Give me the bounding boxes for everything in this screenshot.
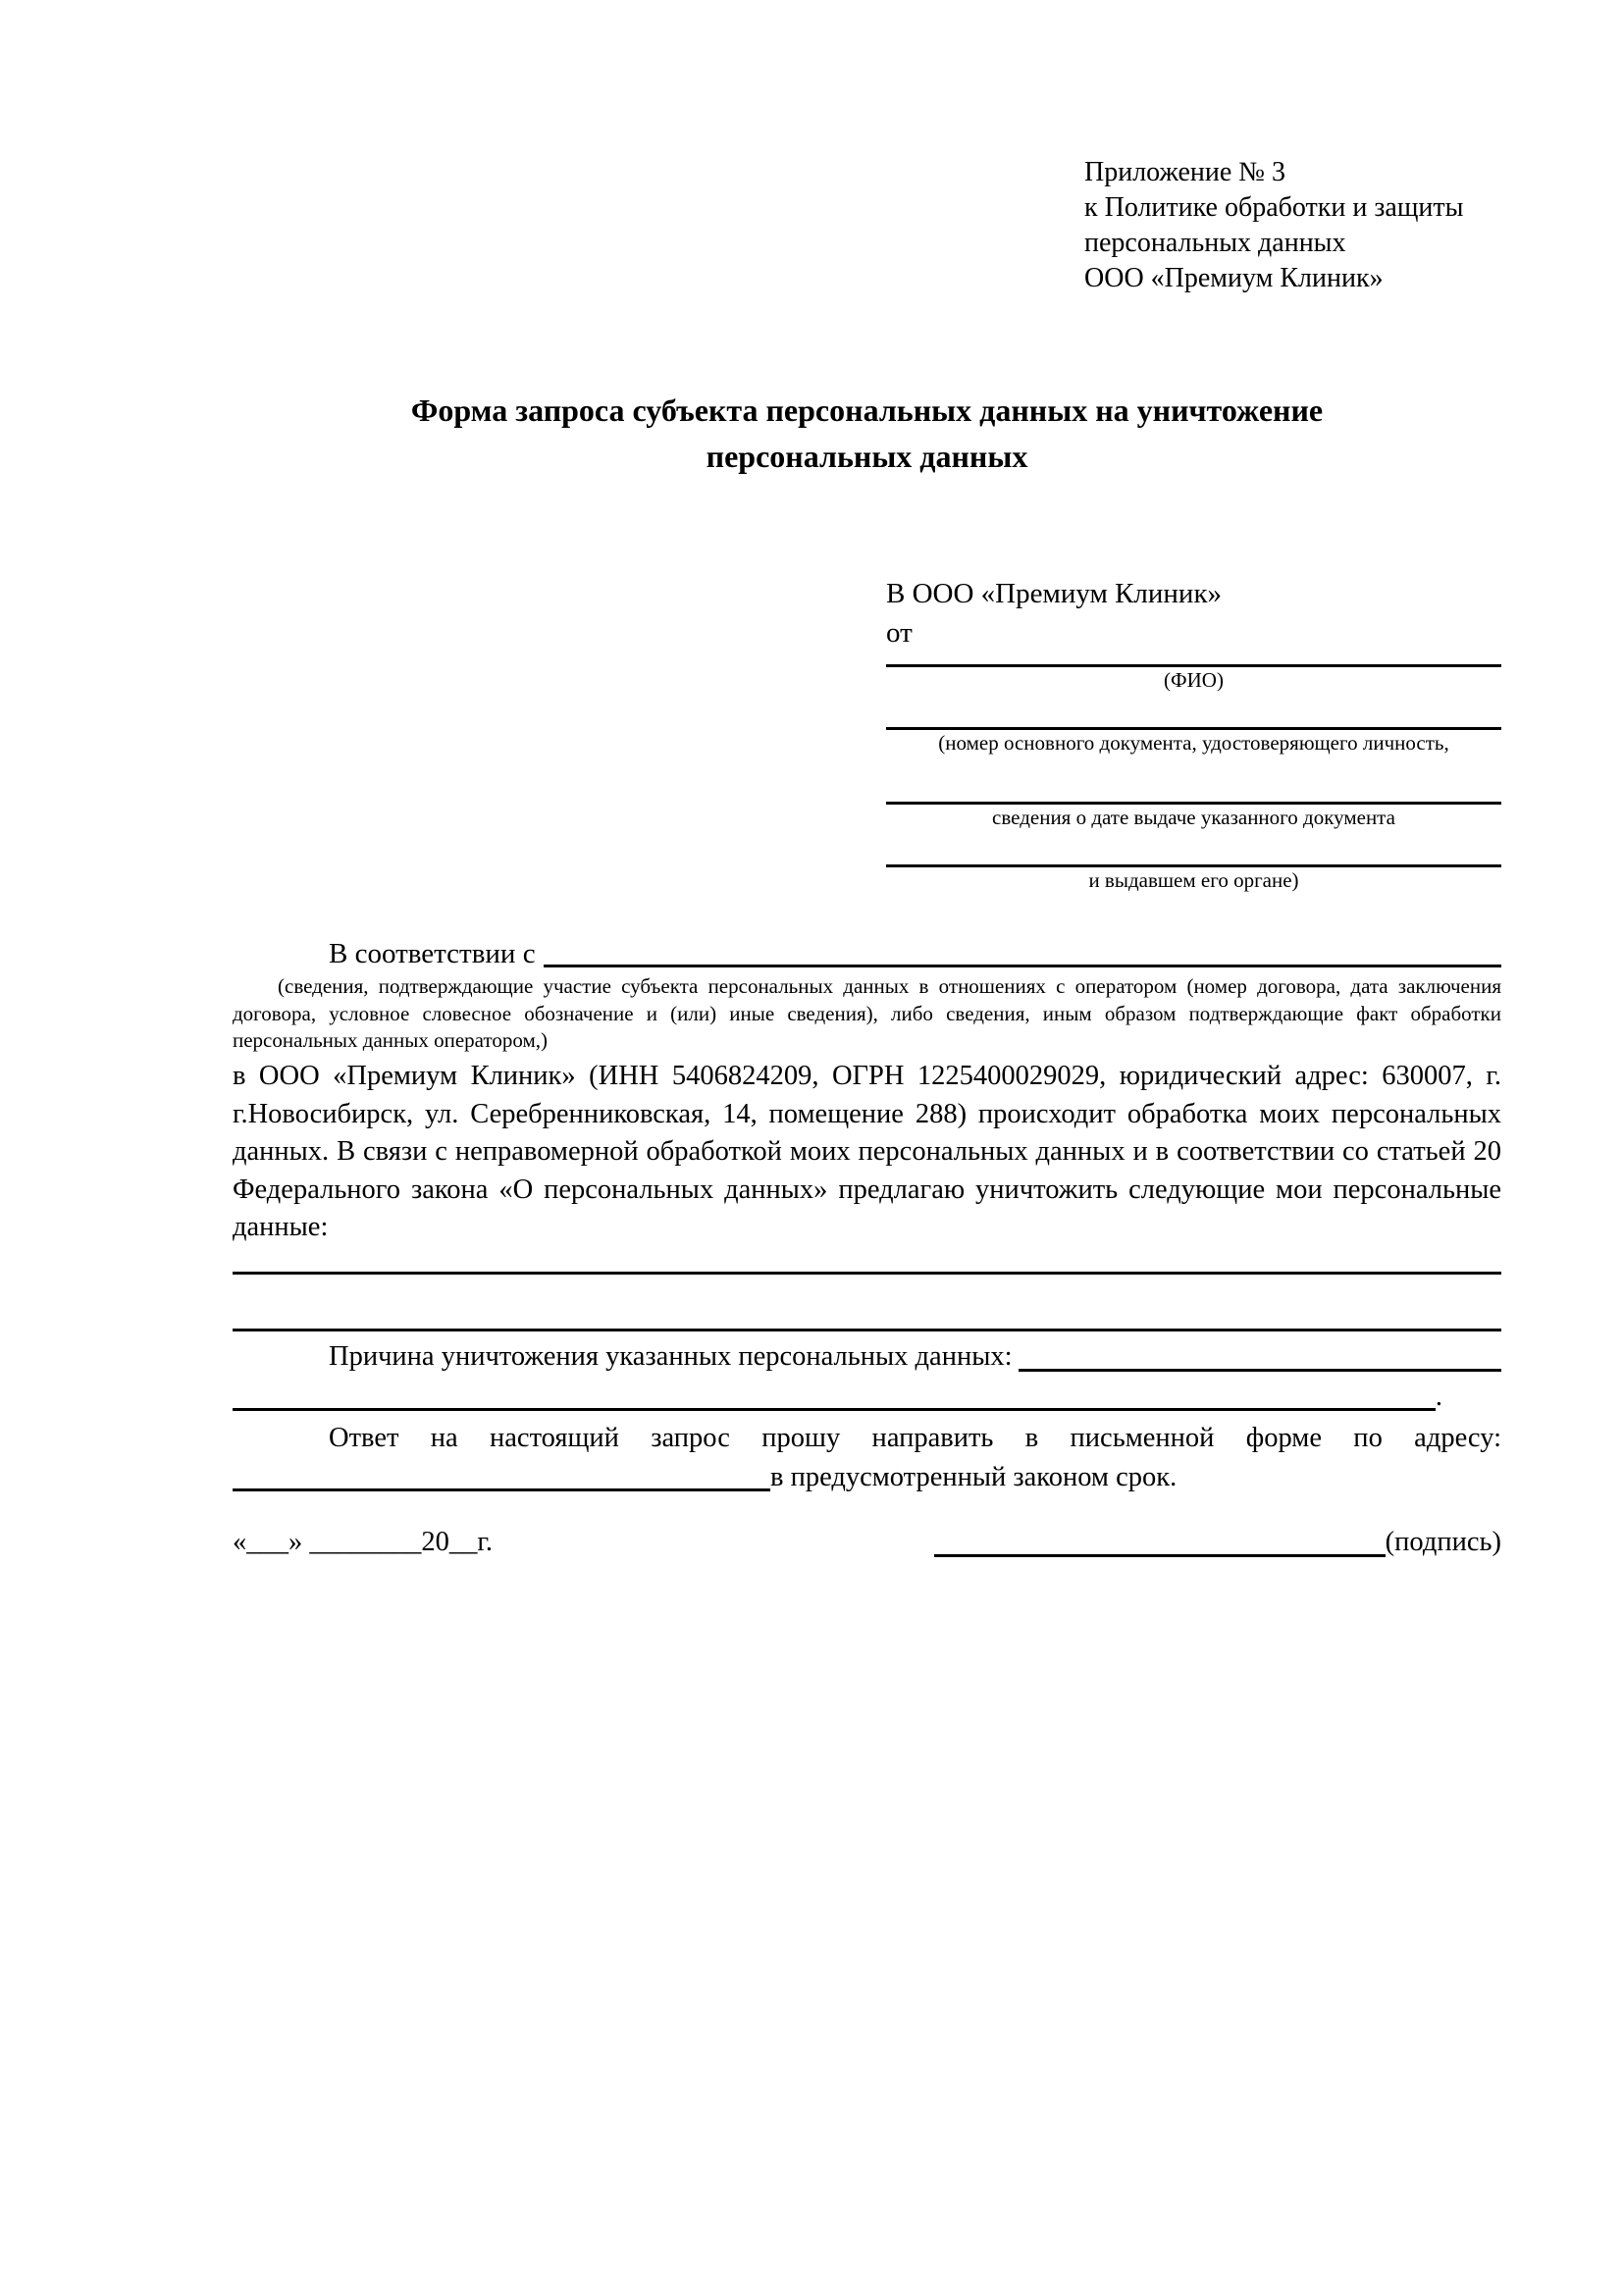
personal-data-write-in-line-1 bbox=[233, 1272, 1501, 1275]
reason-label: Причина уничтожения указанных персональных данных: bbox=[329, 1341, 1013, 1372]
appendix-line-4: ООО «Премиум Клиник» bbox=[1084, 263, 1384, 293]
issue-date-field bbox=[886, 802, 1501, 829]
reason-period: . bbox=[1435, 1382, 1442, 1412]
id-document-number-field bbox=[886, 727, 1501, 755]
document-title-line-2: персональных данных bbox=[706, 439, 1028, 474]
document-title-line-1: Форма запроса субъекта персональных данных на уничтожение bbox=[410, 392, 1324, 428]
issuing-authority-caption: и выдавшем его органе) bbox=[1088, 868, 1299, 892]
signature-group bbox=[934, 1523, 1501, 1562]
main-paragraph: в ООО «Премиум Клиник» (ИНН 5406824209, ОГРН 1225400029029, юридический адрес: 630007, г. г.Новосибирск, ул. Серебренниковская, 14, помещение 288) происходит обработка моих персональных данных. В связи с неправомерной обработкой моих персональных данных и в соответствии со статьей 20 Федерального закона «О персональных данных» предлагаю уничтожить следующие мои персональные данные: bbox=[233, 1061, 1501, 1242]
signature-caption: (подпись) bbox=[1385, 1527, 1501, 1557]
document-title bbox=[233, 388, 1501, 480]
addressee-from: от bbox=[886, 617, 913, 649]
reason-continuation-line bbox=[233, 1378, 1501, 1417]
reason-write-in-line-2 bbox=[233, 1408, 1436, 1411]
fio-field bbox=[886, 664, 1501, 692]
issuing-authority-field bbox=[886, 864, 1501, 892]
appendix-header bbox=[1084, 155, 1516, 296]
addressee-block bbox=[886, 574, 1501, 892]
fio-caption: (ФИО) bbox=[1164, 668, 1224, 692]
accordance-lead-text: В соответствии с bbox=[329, 938, 536, 969]
appendix-line-3: персональных данных bbox=[1084, 228, 1346, 258]
issue-date-caption: сведения о дате выдаче указанного документа bbox=[992, 806, 1395, 829]
date-blank-text: «___» ________20__г. bbox=[233, 1527, 493, 1557]
reason-line bbox=[233, 1336, 1501, 1378]
accordance-line bbox=[233, 934, 1501, 973]
id-document-number-caption: (номер основного документа, удостоверяющего личность, bbox=[938, 731, 1449, 755]
response-request-line: Ответ на настоящий запрос прошу направить в письменной форме по адресу: bbox=[329, 1423, 1501, 1453]
signature-write-in-line bbox=[934, 1554, 1386, 1557]
appendix-line-1: Приложение № 3 bbox=[1084, 157, 1285, 187]
appendix-line-2: к Политике обработки и защиты bbox=[1084, 192, 1464, 223]
accordance-footnote: (сведения, подтверждающие участие субъекта персональных данных в отношениях с оператором (номер договора, дата заключения договора, условное словесное обозначение и (или) иные сведения), либо сведения, иным образом подтверждающие факт обработки персональных данных оператором,) bbox=[233, 974, 1501, 1052]
address-write-in-line bbox=[233, 1488, 770, 1491]
addressee-to: В ООО «Премиум Клиник» bbox=[886, 578, 1223, 609]
reason-write-in-line bbox=[1019, 1369, 1501, 1372]
personal-data-write-in-line-2 bbox=[233, 1329, 1501, 1331]
response-tail-text: в предусмотренный законом срок. bbox=[770, 1462, 1178, 1492]
date-signature-row bbox=[233, 1523, 1501, 1562]
response-address-line bbox=[233, 1458, 1501, 1497]
accordance-write-in-line bbox=[544, 965, 1501, 967]
